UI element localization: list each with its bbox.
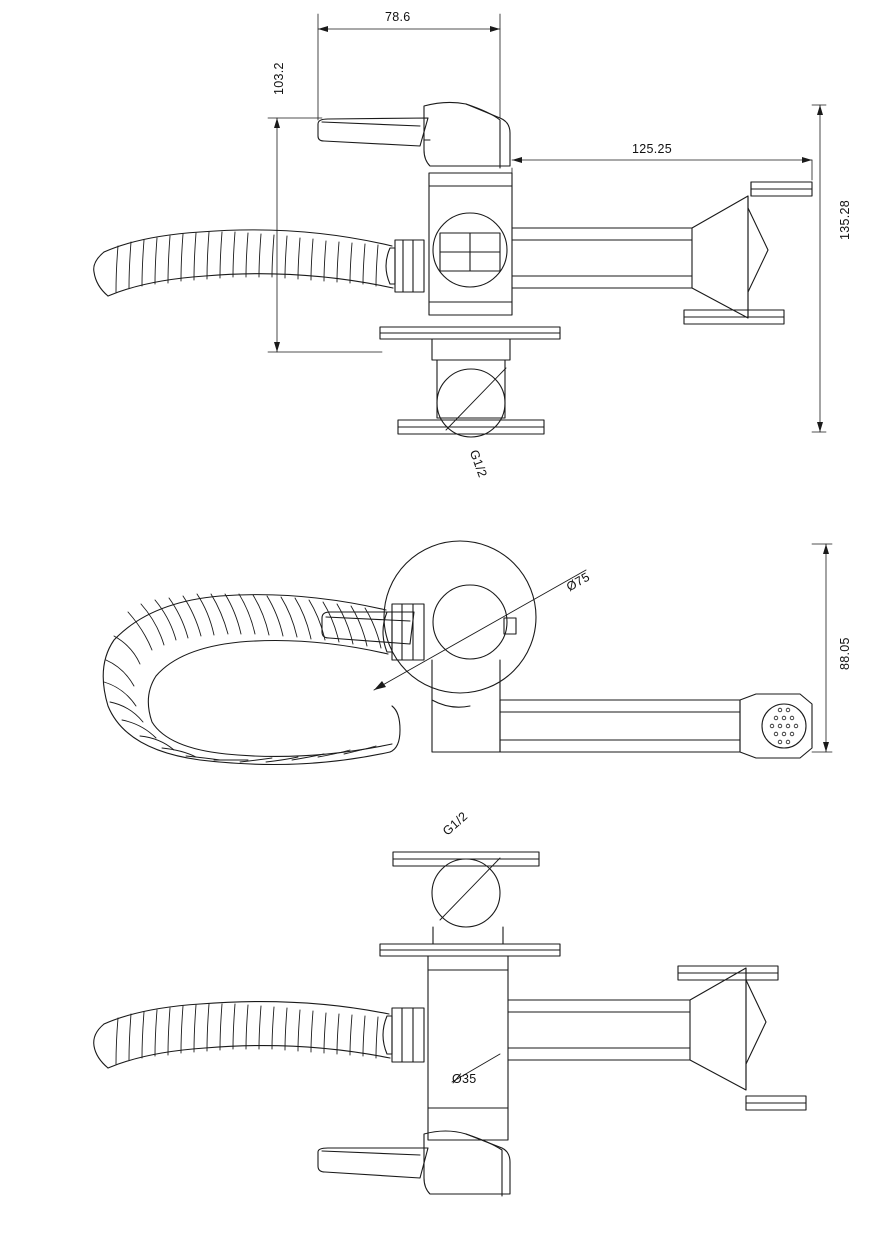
view-top [94, 102, 812, 437]
dim-inlet-thread-bottom: G1/2 [440, 809, 471, 839]
dim-handle-length: 78.6 [385, 10, 411, 24]
dim-spout-projection: 125.25 [632, 142, 673, 156]
view-bottom [94, 852, 806, 1196]
dim-base-diameter: Ø75 [564, 569, 593, 595]
dim-handle-height: 103.2 [272, 62, 286, 95]
view-plan [103, 541, 812, 765]
dim-body-diameter: Ø35 [452, 1072, 477, 1086]
dim-inlet-thread-top: G1/2 [466, 448, 490, 480]
dim-spout-width: 88.05 [838, 637, 852, 670]
dim-overall-height: 135.28 [838, 199, 852, 240]
